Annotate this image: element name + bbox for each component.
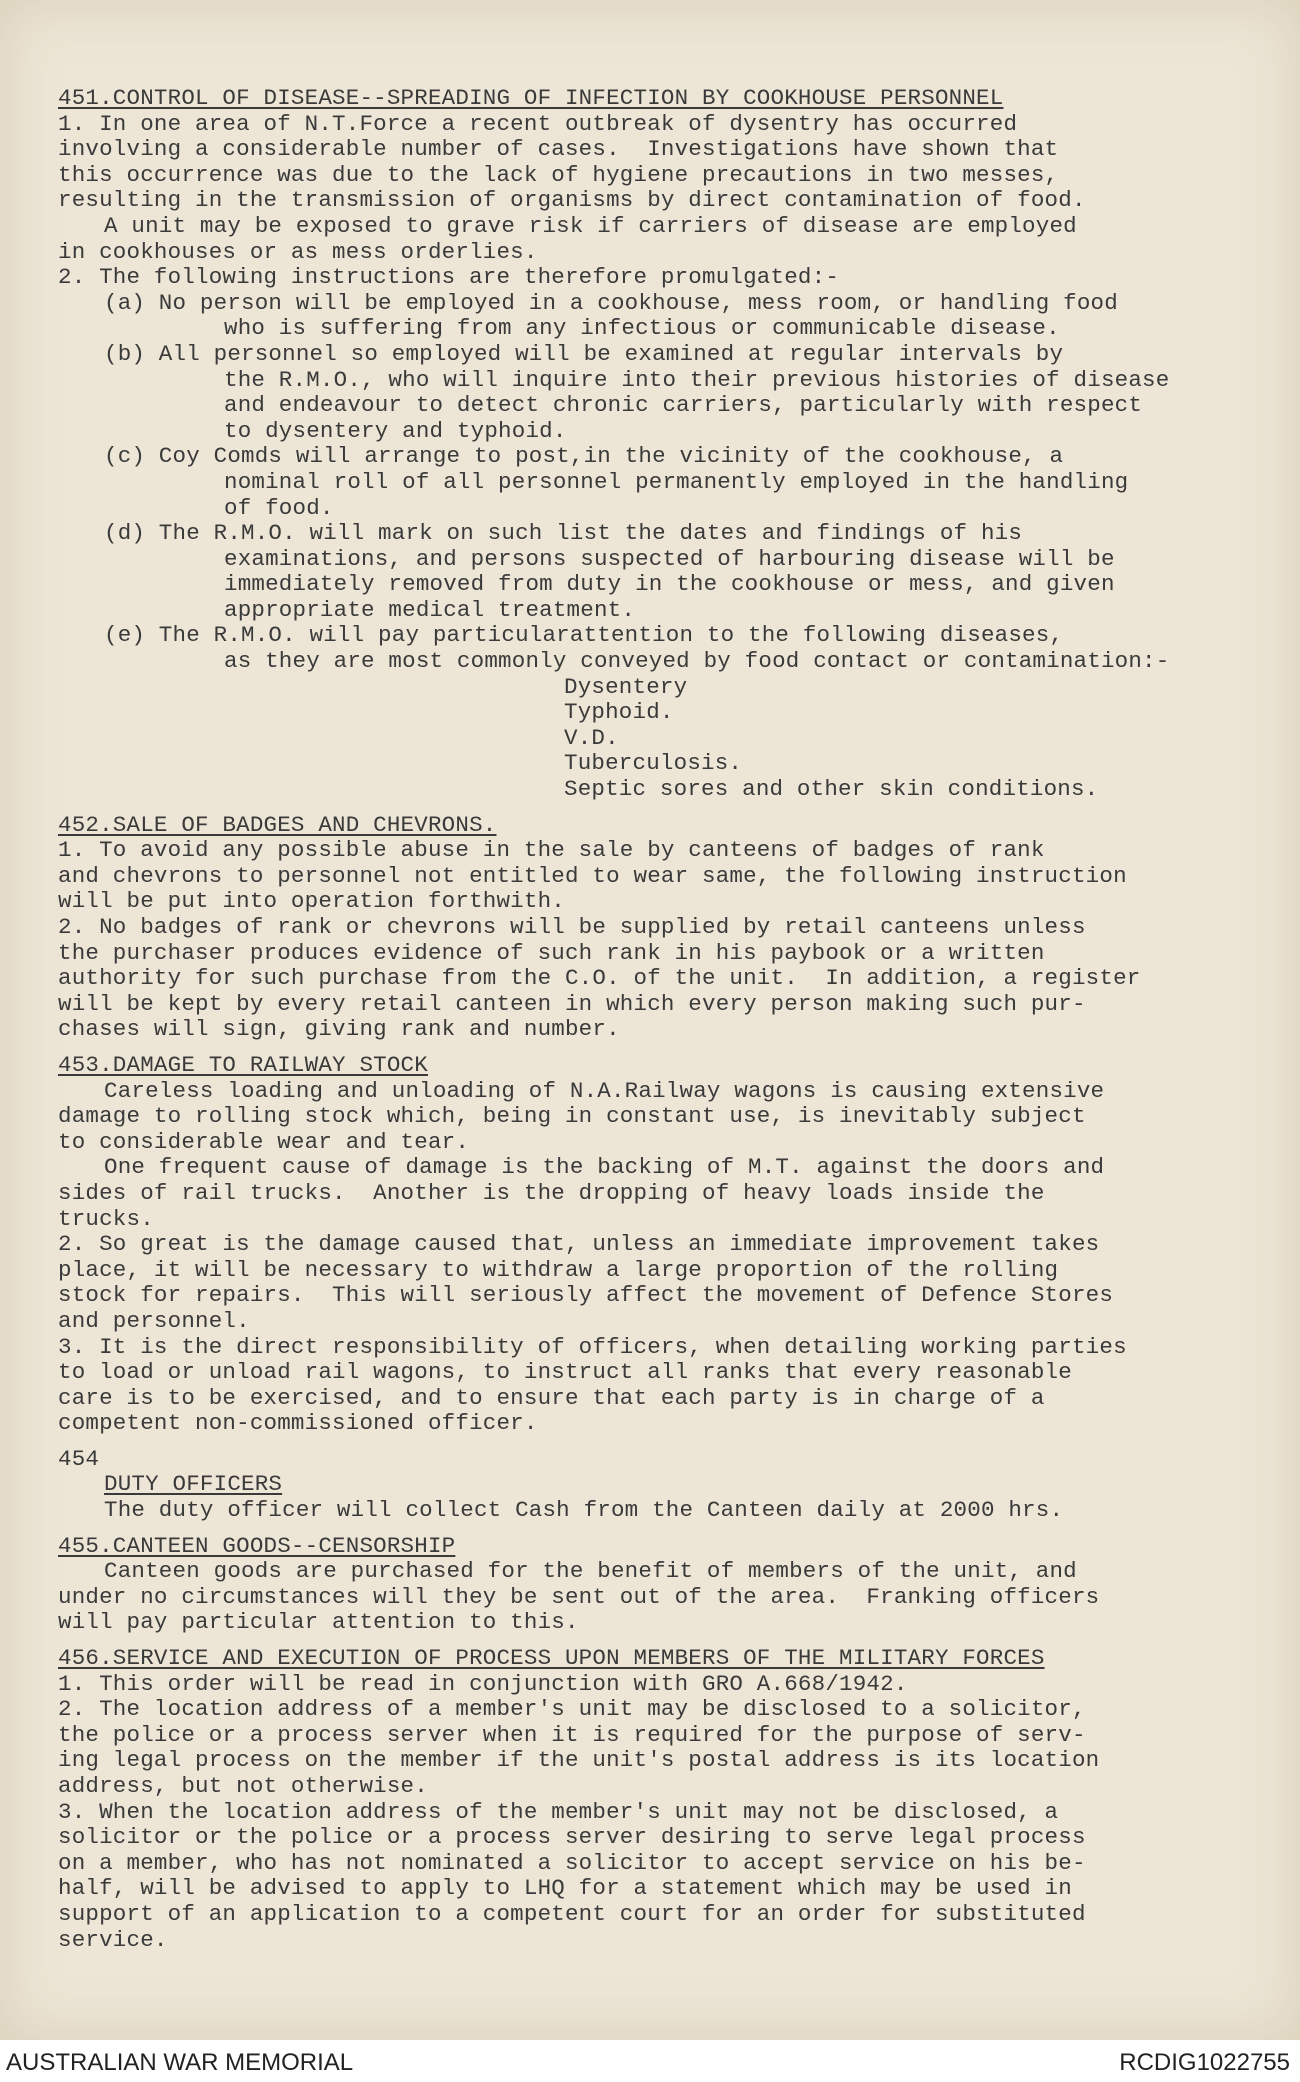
text-line: will be put into operation forthwith. — [58, 888, 565, 915]
text-line: stock for repairs. This will seriously affect the movement of Defence Stores — [58, 1282, 1114, 1309]
text-line: trucks. — [58, 1205, 154, 1232]
text-line: 2. The location address of a member's unit may be disclosed to a solicitor, — [58, 1696, 1086, 1723]
text-line: half, will be advised to apply to LHQ for a statement which may be used in — [58, 1875, 1072, 1902]
text-line: will be kept by every retail canteen in which every person making such pur- — [58, 990, 1086, 1017]
text-line: (b) All personnel so employed will be examined at regular intervals by — [104, 340, 1064, 367]
text-line: authority for such purchase from the C.O. of the unit. In addition, a register — [58, 965, 1141, 992]
text-line: and chevrons to personnel not entitled to wear same, the following instruction — [58, 862, 1127, 889]
text-line: nominal roll of all personnel permanently employed in the handling — [224, 468, 1129, 495]
text-line: involving a considerable number of cases. Investigations have shown that — [58, 136, 1059, 163]
text-line: Canteen goods are purchased for the benefit of members of the unit, and — [104, 1558, 1077, 1585]
archive-name: AUSTRALIAN WAR MEMORIAL — [6, 2049, 354, 2076]
text-line: Typhoid. — [564, 699, 674, 726]
text-line: Tuberculosis. — [564, 750, 743, 777]
text-line: (c) Coy Comds will arrange to post,in the vicinity of the cookhouse, a — [104, 443, 1064, 470]
section-heading: 451.CONTROL OF DISEASE--SPREADING OF INFECTION BY COOKHOUSE PERSONNEL — [58, 85, 1004, 111]
text-line: 2. The following instructions are therefore promulgated:- — [58, 264, 840, 291]
text-line: on a member, who has not nominated a solicitor to accept service on his be- — [58, 1849, 1086, 1876]
text-line: of food. — [224, 494, 334, 521]
text-line: will pay particular attention to this. — [58, 1609, 579, 1636]
text-line: The duty officer will collect Cash from the Canteen daily at 2000 hrs. — [104, 1497, 1064, 1524]
order-section — [58, 1534, 1258, 1636]
text-line: damage to rolling stock which, being in constant use, is inevitably subject — [58, 1103, 1086, 1130]
text-line: Septic sores and other skin conditions. — [564, 776, 1099, 803]
text-line: ing legal process on the member if the unit's postal address is its location — [58, 1747, 1100, 1774]
text-line: and personnel. — [58, 1307, 250, 1334]
text-line: A unit may be exposed to grave risk if carriers of disease are employed — [104, 212, 1077, 239]
text-line: One frequent cause of damage is the backing of M.T. against the doors and — [104, 1154, 1105, 1181]
text-line: as they are most commonly conveyed by food contact or contamination:- — [224, 648, 1170, 675]
order-section — [58, 1053, 1258, 1437]
text-line: 2. So great is the damage caused that, unless an immediate improvement takes — [58, 1231, 1100, 1258]
typed-orders — [58, 86, 1258, 1953]
section-heading: 455.CANTEEN GOODS--CENSORSHIP — [58, 1532, 456, 1559]
section-number: 454 — [58, 1445, 100, 1472]
text-line: (d) The R.M.O. will mark on such list the dates and findings of his — [104, 520, 1023, 547]
text-line: in cookhouses or as mess orderlies. — [58, 238, 538, 265]
section-heading: 456.SERVICE AND EXECUTION OF PROCESS UPON MEMBERS OF THE MILITARY FORCES — [58, 1645, 1045, 1672]
text-line: immediately removed from duty in the cookhouse or mess, and given — [224, 571, 1115, 598]
order-section — [58, 813, 1258, 1043]
text-line: V.D. — [564, 724, 619, 751]
text-line: solicitor or the police or a process server desiring to serve legal process — [58, 1824, 1086, 1851]
text-line: Dysentery — [564, 673, 688, 700]
text-line: 1. This order will be read in conjunction with GRO A.668/1942. — [58, 1670, 908, 1697]
text-line: support of an application to a competent court for an order for substituted — [58, 1900, 1086, 1927]
archive-reference: RCDIG1022755 — [1119, 2049, 1290, 2076]
text-line: 2. No badges of rank or chevrons will be supplied by retail canteens unless — [58, 914, 1086, 940]
text-line: chases will sign, giving rank and number. — [58, 1016, 620, 1043]
text-line: this occurrence was due to the lack of hygiene precautions in two messes, — [58, 161, 1059, 188]
text-line: examinations, and persons suspected of harbouring disease will be — [224, 545, 1115, 572]
text-line: service. — [58, 1926, 168, 1953]
text-line: to dysentery and typhoid. — [224, 417, 567, 444]
text-line: who is suffering from any infectious or communicable disease. — [224, 315, 1060, 342]
text-line: competent non-commissioned officer. — [58, 1410, 538, 1437]
text-line: sides of rail trucks. Another is the dropping of heavy loads inside the — [58, 1179, 1045, 1206]
text-line: 3. When the location address of the member's unit may not be disclosed, a — [58, 1798, 1059, 1825]
text-line: (e) The R.M.O. will pay particularattention to the following diseases, — [104, 622, 1064, 649]
text-line: under no circumstances will they be sent out of the area. Franking officers — [58, 1583, 1100, 1610]
section-heading: DUTY OFFICERS — [104, 1471, 283, 1498]
section-heading: 452.SALE OF BADGES AND CHEVRONS. — [58, 811, 497, 838]
section-heading: 453.DAMAGE TO RAILWAY STOCK — [58, 1051, 428, 1078]
text-line: resulting in the transmission of organisms by direct contamination of food. — [58, 187, 1086, 214]
text-line: (a) No person will be employed in a cookhouse, mess room, or handling food — [104, 289, 1118, 316]
order-section — [58, 1646, 1258, 1953]
text-line: place, it will be necessary to withdraw a large proportion of the rolling — [58, 1256, 1059, 1283]
text-line: 1. To avoid any possible abuse in the sale by canteens of badges of rank — [58, 837, 1045, 864]
text-line: and endeavour to detect chronic carriers, particularly with respect — [224, 392, 1143, 419]
text-line: Careless loading and unloading of N.A.Railway wagons is causing extensive — [104, 1077, 1105, 1104]
order-section — [58, 86, 1258, 803]
text-line: address, but not otherwise. — [58, 1773, 428, 1799]
archive-footer — [0, 2044, 1300, 2082]
text-line: the R.M.O., who will inquire into their previous histories of disease — [224, 366, 1170, 393]
text-line: the police or a process server when it is required for the purpose of serv- — [58, 1721, 1086, 1748]
text-line: to load or unload rail wagons, to instruct all ranks that every reasonable — [58, 1359, 1072, 1386]
text-line: 3. It is the direct responsibility of officers, when detailing working parties — [58, 1333, 1127, 1360]
text-line: appropriate medical treatment. — [224, 596, 636, 623]
text-line: to considerable wear and tear. — [58, 1128, 470, 1155]
text-line: the purchaser produces evidence of such rank in his paybook or a written — [58, 939, 1045, 966]
text-line: 1. In one area of N.T.Force a recent outbreak of dysentry has occurred — [58, 110, 1018, 137]
text-line: care is to be exercised, and to ensure that each party is in charge of a — [58, 1384, 1045, 1411]
order-section — [58, 1447, 1258, 1524]
